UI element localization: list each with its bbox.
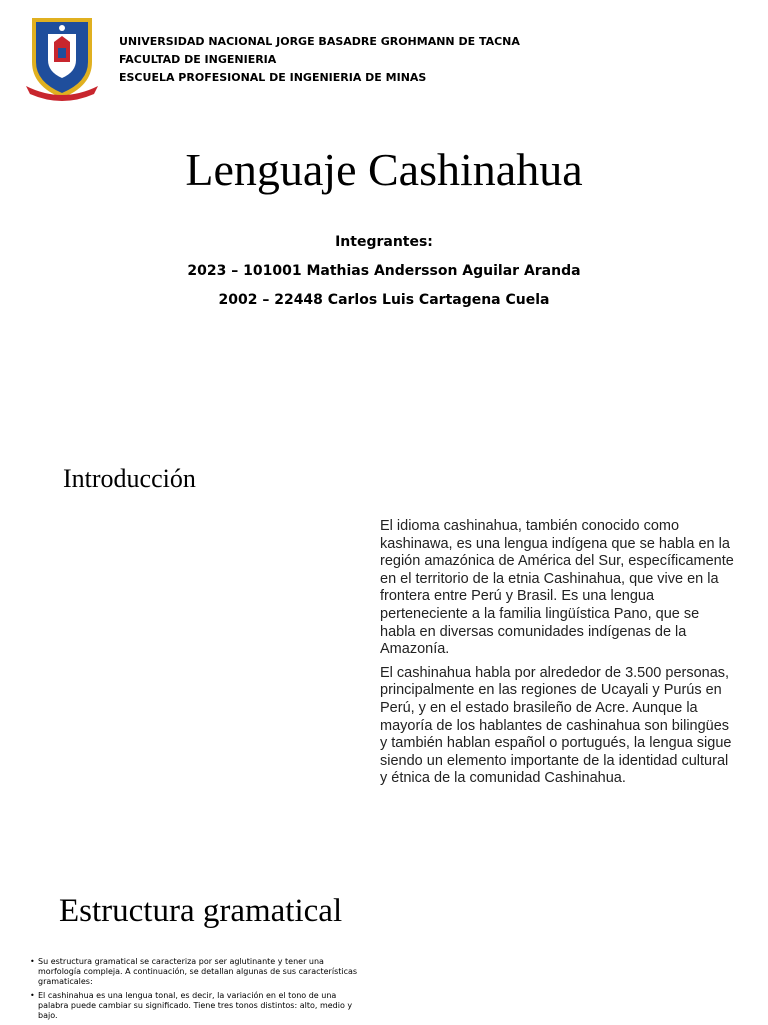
member-row: 2002 – 22448 Carlos Luis Cartagena Cuela — [218, 292, 550, 308]
paragraph: El cashinahua habla por alrededor de 3.500 personas, principalmente en las regiones de Ucayali y Purús en Perú, y en el estado brasileño de Acre. Aunque la mayoría de los hablantes de cashinahua son bilingües y también hablan español o portugués, la lengua sigue siendo un elemento importante de la identidad cultural y étnica de la comunidad Cashinahua. — [380, 664, 732, 787]
bullet-text: Su estructura gramatical se caracteriza por ser aglutinante y tener una morfología compleja. A continuación, se detallan algunas de sus características gramaticales: — [38, 957, 358, 986]
list-item — [30, 991, 360, 1021]
cover-slide — [0, 0, 768, 440]
grammar-slide — [0, 860, 768, 1024]
cover-title: Lenguaje Cashinahua — [185, 144, 583, 195]
member-row: 2023 – 101001 Mathias Andersson Aguilar Aranda — [187, 263, 581, 279]
school-name: ESCUELA PROFESIONAL DE INGENIERIA DE MINAS — [119, 71, 427, 84]
university-logo — [24, 12, 100, 102]
grammar-title: Estructura gramatical — [59, 893, 343, 929]
bullet-text: El cashinahua es una lengua tonal, es decir, la variación en el tono de una palabra puede cambiar su significado. Tiene tres tonos distintos: alto, medio y bajo. — [38, 991, 353, 1020]
introduction-text — [380, 518, 735, 794]
bullet-icon: • — [30, 991, 35, 1000]
bullet-list — [30, 957, 360, 1025]
introduction-title: Introducción — [63, 464, 196, 493]
paragraph: El idioma cashinahua, también conocido como kashinawa, es una lengua indígena que se habla en la región amazónica de América del Sur, específicamente en el territorio de la etnia Cashinahua, que vive en la frontera entre Perú y Brasil. Es una lengua perteneciente a la familia lingüística Pano, que se habla en diversas comunidades indígenas de la Amazonía. — [380, 518, 734, 658]
list-item — [30, 957, 360, 987]
university-name: UNIVERSIDAD NACIONAL JORGE BASADRE GROHMANN DE TACNA — [119, 35, 520, 48]
members-block — [0, 228, 768, 315]
bullet-icon: • — [30, 957, 35, 966]
introduction-slide — [0, 440, 768, 860]
institution-header — [119, 33, 520, 87]
faculty-name: FACULTAD DE INGENIERIA — [119, 53, 277, 66]
members-label: Integrantes: — [335, 234, 433, 250]
